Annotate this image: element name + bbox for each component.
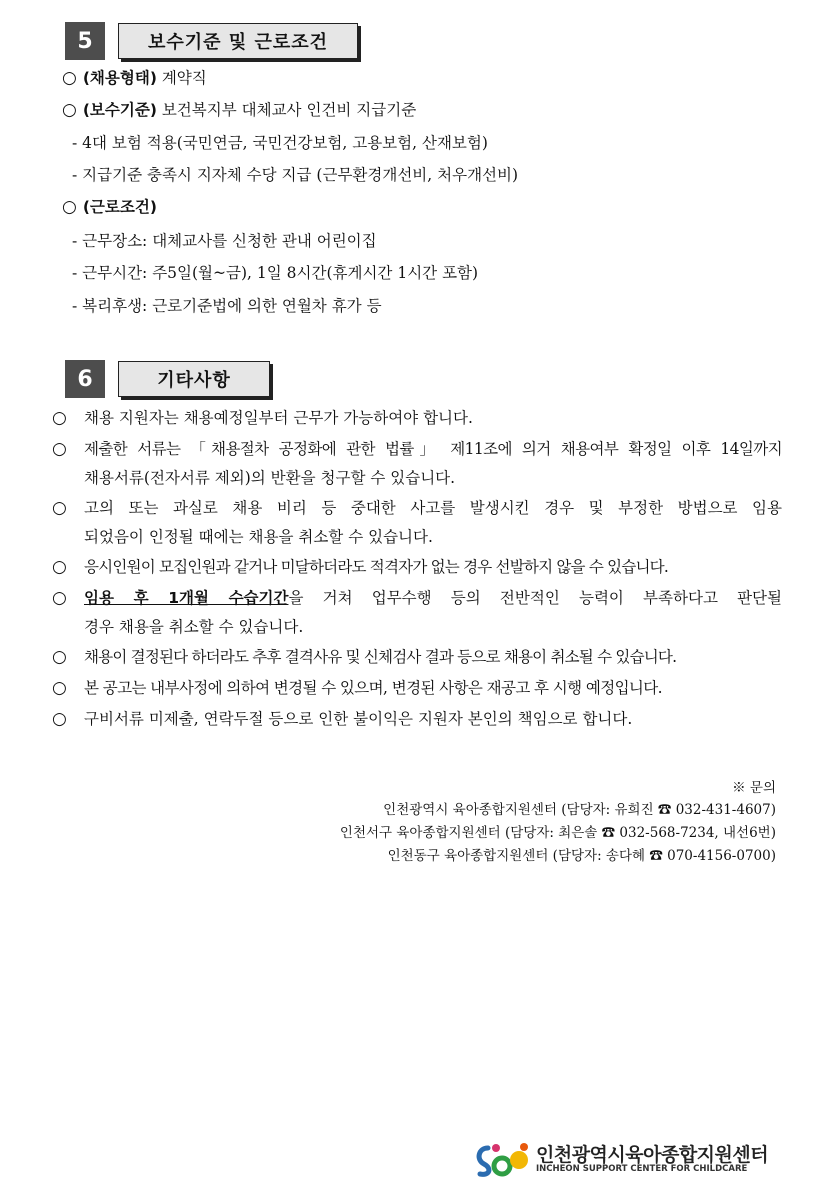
notice-item — [52, 494, 782, 552]
notice-item — [52, 705, 782, 734]
logo-mark-icon — [474, 1138, 534, 1180]
pay-detail-allowance: - 지급기준 충족시 지자체 수당 지급 (근무환경개선비, 처우개선비) — [72, 166, 519, 184]
section-6-number: 6 — [65, 360, 105, 398]
circle-bullet-icon: ○ — [52, 439, 67, 459]
employment-label: (채용형태) — [82, 69, 157, 87]
notice-text: 제출한 서류는 「채용절차 공정화에 관한 법률」 제11조에 의거 채용여부 확정일 이후 14일까지 — [84, 440, 782, 458]
section-6-title: 기타사항 — [118, 361, 270, 397]
circle-bullet-icon: ○ — [52, 588, 67, 608]
section-5-title: 보수기준 및 근로조건 — [118, 23, 358, 59]
employment-type-line — [62, 66, 207, 88]
contact-line: 인천광역시 육아종합지원센터 (담당자: 유희진 ☎ 032-431-4607) — [383, 802, 776, 818]
section-6-header — [65, 360, 270, 398]
notice-item — [52, 404, 782, 433]
contact-line: 인천서구 육아종합지원센터 (담당자: 최은솔 ☎ 032-568-7234, 내선6번) — [339, 825, 776, 841]
notice-text: 본 공고는 내부사정에 의하여 변경될 수 있으며, 변경된 사항은 재공고 후 시행 예정입니다. — [84, 679, 663, 697]
notice-text: 고의 또는 과실로 채용 비리 등 중대한 사고를 발생시킨 경우 및 부정한 방법으로 임용 — [84, 499, 782, 517]
condition-hours: - 근무시간: 주5일(월~금), 1일 8시간(휴게시간 1시간 포함) — [72, 264, 479, 282]
notice-text-line — [84, 584, 782, 613]
circle-bullet-icon: ○ — [52, 709, 67, 729]
notice-text: 채용이 결정된다 하더라도 추후 결격사유 및 신체검사 결과 등으로 채용이 취소될 수 있습니다. — [84, 648, 677, 666]
notice-item — [52, 584, 782, 642]
probation-underlined: 임용 후 1개월 수습기간 — [84, 589, 289, 607]
notice-text: 구비서류 미제출, 연락두절 등으로 인한 불이익은 지원자 본인의 책임으로 합니다. — [84, 710, 633, 728]
notice-item — [52, 674, 782, 703]
pay-detail-insurance: - 4대 보험 적용(국민연금, 국민건강보험, 고용보험, 산재보험) — [72, 134, 488, 152]
circle-bullet-icon: ○ — [52, 557, 67, 577]
pay-value: 보건복지부 대체교사 인건비 지급기준 — [156, 101, 417, 119]
notice-text: 채용 지원자는 채용예정일부터 근무가 가능하여야 합니다. — [84, 409, 473, 427]
notice-text: 을 거쳐 업무수행 등의 전반적인 능력이 부족하다고 판단될 — [288, 589, 783, 607]
conditions-line — [62, 195, 157, 217]
logo-subtitle: INCHEON SUPPORT CENTER FOR CHILDCARE — [536, 1164, 748, 1174]
condition-workplace: - 근무장소: 대체교사를 신청한 관내 어린이집 — [72, 232, 377, 250]
notice-item — [52, 643, 782, 672]
contact-heading: ※ 문의 — [732, 780, 776, 796]
logo-name: 인천광역시육아종합지원센터 — [536, 1144, 769, 1166]
contact-line: 인천동구 육아종합지원센터 (담당자: 송다혜 ☎ 070-4156-0700) — [387, 848, 776, 864]
circle-bullet-icon: ○ — [62, 197, 77, 217]
notice-item — [52, 553, 782, 582]
section-5-number: 5 — [65, 22, 105, 60]
conditions-label: (근로조건) — [82, 198, 157, 216]
circle-bullet-icon: ○ — [62, 100, 77, 120]
circle-bullet-icon: ○ — [52, 647, 67, 667]
circle-bullet-icon: ○ — [52, 498, 67, 518]
center-logo — [474, 1138, 774, 1180]
circle-bullet-icon: ○ — [52, 408, 67, 428]
notice-item — [52, 435, 782, 493]
employment-value: 계약직 — [156, 69, 207, 87]
circle-bullet-icon: ○ — [52, 678, 67, 698]
condition-welfare: - 복리후생: 근로기준법에 의한 연월차 휴가 등 — [72, 297, 382, 315]
notice-text: 경우 채용을 취소할 수 있습니다. — [84, 618, 304, 636]
notice-text: 되었음이 인정될 때에는 채용을 취소할 수 있습니다. — [84, 528, 433, 546]
circle-bullet-icon: ○ — [62, 68, 77, 88]
notice-text: 응시인원이 모집인원과 같거나 미달하더라도 적격자가 없는 경우 선발하지 않을 수 있습니다. — [84, 558, 668, 576]
notice-text: 채용서류(전자서류 제외)의 반환을 청구할 수 있습니다. — [84, 469, 456, 487]
section-5-header — [65, 22, 358, 60]
pay-standard-line — [62, 98, 416, 120]
pay-label: (보수기준) — [82, 101, 157, 119]
